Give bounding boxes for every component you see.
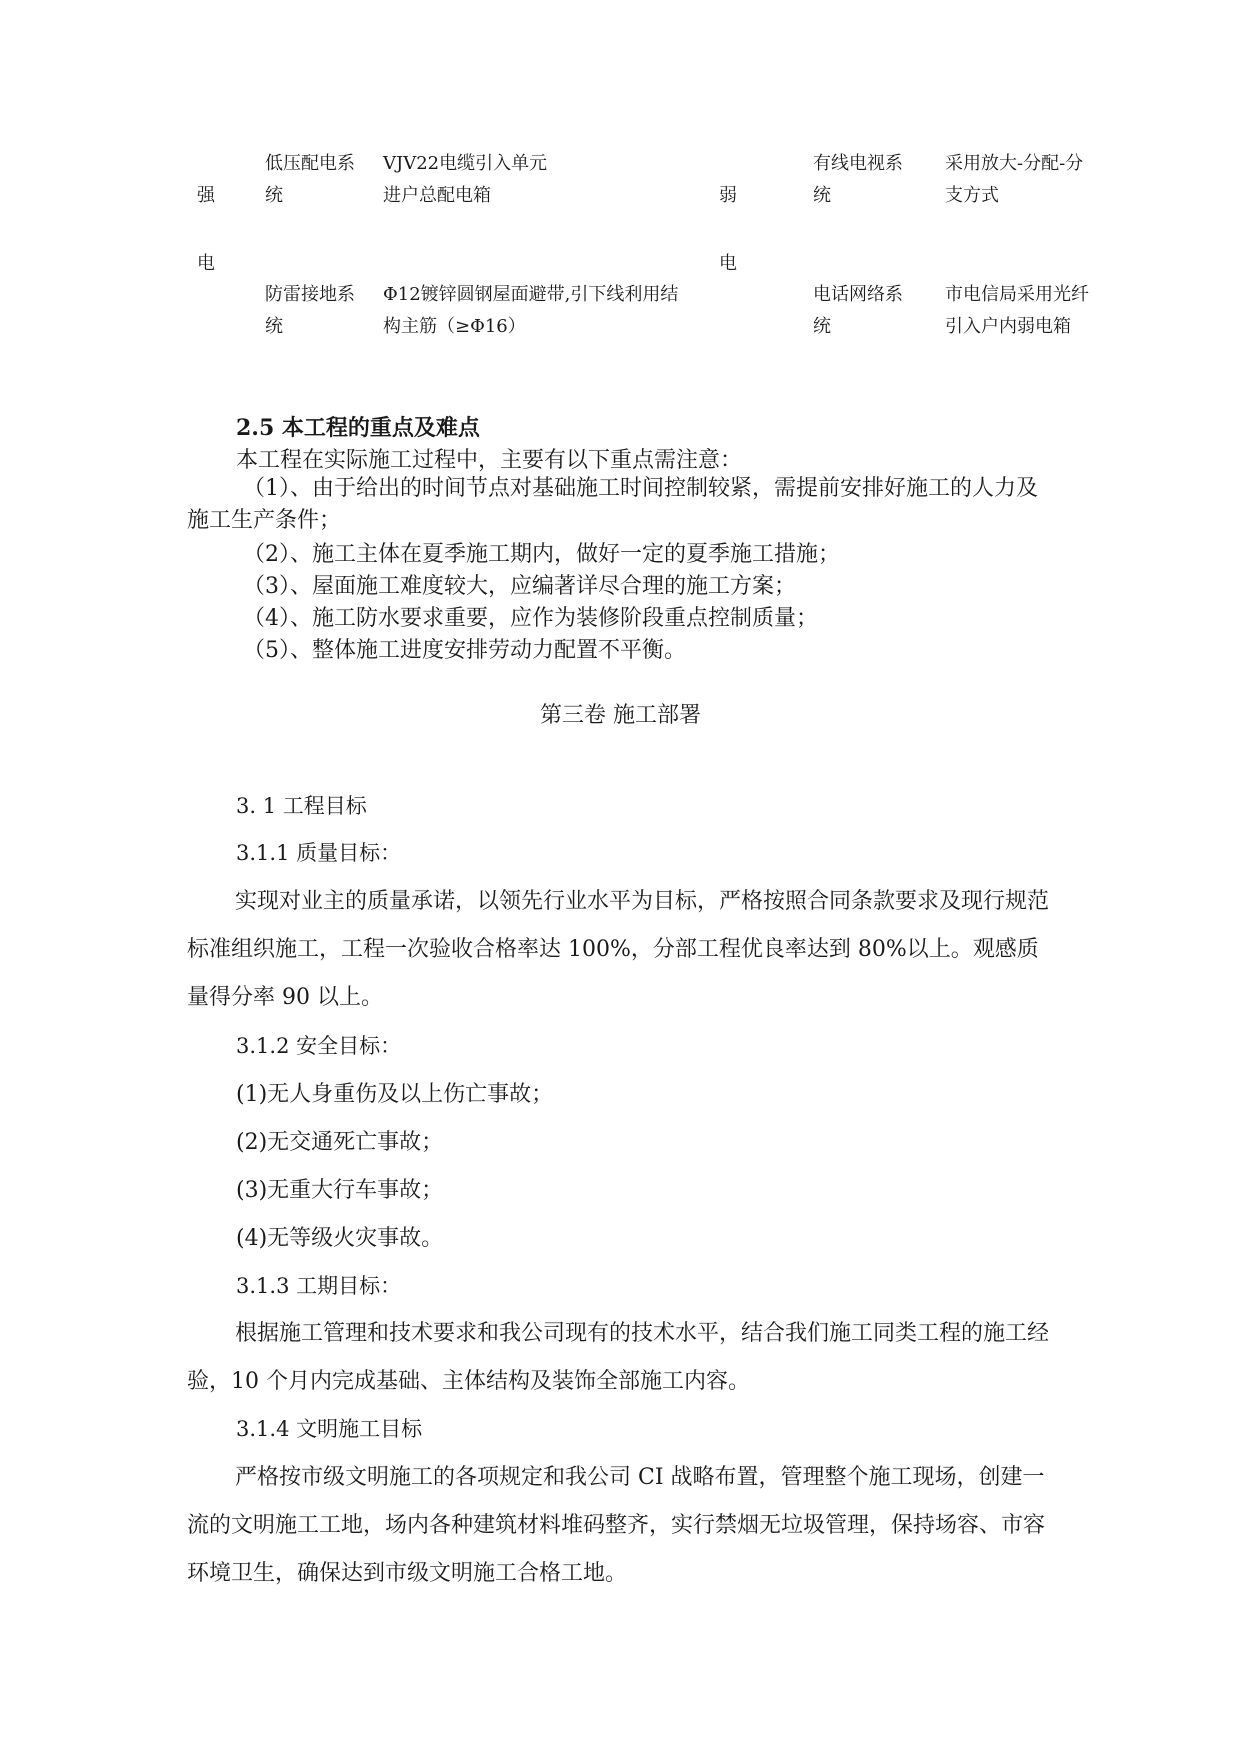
- table-cell: [383, 148, 547, 212]
- volume-title: 第三卷 施工部署: [540, 703, 701, 728]
- schedule-goal-title: 3.1.3 工期目标：: [236, 1274, 402, 1298]
- table-row: [265, 148, 355, 212]
- system-desc-low-voltage-cont: 进户总配电箱: [383, 185, 491, 206]
- safety-item-4: (4)无等级火灾事故。: [236, 1226, 444, 1251]
- strong-current-label-2: 电: [197, 253, 215, 274]
- system-desc-lightning: Φ12镀锌圆钢屋面避带,引下线利用结: [383, 284, 679, 305]
- system-name-lightning-cont: 统: [265, 316, 283, 337]
- key-point-item-3: （3）、屋面施工难度较大，应编著详尽合理的施工方案；: [243, 574, 796, 599]
- system-name-cable-tv: 有线电视系: [813, 153, 903, 174]
- key-point-item-5: （5）、整体施工进度安排劳动力配置不平衡。: [243, 638, 686, 663]
- table-row: [265, 279, 355, 343]
- system-desc-cable-tv: 采用放大-分配-分: [945, 153, 1084, 174]
- weak-current-label-2: 电: [719, 253, 737, 274]
- safety-item-3: (3)无重大行车事故；: [236, 1178, 444, 1203]
- section-2-5-title: 2.5 本工程的重点及难点: [236, 415, 480, 441]
- table-cell: [813, 148, 903, 212]
- system-name-telephone-cont: 统: [813, 316, 831, 337]
- system-name-cable-tv-cont: 统: [813, 185, 831, 206]
- key-point-item-1: （1）、由于给出的时间节点对基础施工时间控制较紧，需提前安排好施工的人力及施工生产条件；: [187, 476, 1038, 533]
- system-desc-cable-tv-cont: 支方式: [945, 185, 999, 206]
- key-point-item-4: （4）、施工防水要求重要，应作为装修阶段重点控制质量；: [243, 606, 818, 631]
- quality-goal-text: 实现对业主的质量承诺，以领先行业水平为目标，严格按照合同条款要求及现行规范标准组织施工，工程一次验收合格率达 100%，分部工程优良率达到 80%以上。观感质量得分率 90 以上。: [187, 889, 1050, 1010]
- key-point-item-2: （2）、施工主体在夏季施工期内，做好一定的夏季施工措施；: [243, 542, 840, 567]
- weak-current-label-1: 弱: [719, 185, 737, 206]
- schedule-goal-text: 根据施工管理和技术要求和我公司现有的技术水平，结合我们施工同类工程的施工经验，10 个月内完成基础、主体结构及装饰全部施工内容。: [187, 1321, 1050, 1394]
- table-cell: [383, 279, 678, 343]
- system-name-low-voltage: 低压配电系: [265, 153, 355, 174]
- system-desc-low-voltage: VJV22电缆引入单元: [383, 153, 548, 174]
- system-desc-telephone-cont: 引入户内弱电箱: [945, 316, 1071, 337]
- system-name-telephone: 电话网络系: [813, 284, 903, 305]
- safety-item-1: (1)无人身重伤及以上伤亡事故；: [236, 1082, 554, 1107]
- civil-goal-text: 严格按市级文明施工的各项规定和我公司 CI 战略布置，管理整个施工现场，创建一流的文明施工工地，场内各种建筑材料堆码整齐，实行禁烟无垃圾管理，保持场容、市容环境卫生，确保达到市级文明施工合格工地。: [187, 1465, 1046, 1586]
- quality-goal-title: 3.1.1 质量目标：: [236, 841, 402, 865]
- system-desc-lightning-cont: 构主筋（≥Φ16）: [383, 316, 526, 337]
- table-cell: [945, 279, 1089, 343]
- section-2-5-intro: 本工程在实际施工过程中，主要有以下重点需注意：: [236, 448, 743, 473]
- safety-item-2: (2)无交通死亡事故；: [236, 1130, 444, 1155]
- table-cell: [813, 279, 903, 343]
- civil-goal-title: 3.1.4 文明施工目标: [236, 1417, 423, 1441]
- safety-goal-title: 3.1.2 安全目标：: [236, 1034, 402, 1058]
- system-name-lightning: 防雷接地系: [265, 284, 355, 305]
- section-3-1-title: 3. 1 工程目标: [236, 794, 367, 818]
- table-cell: [945, 148, 1083, 212]
- system-desc-telephone: 市电信局采用光纤: [945, 284, 1089, 305]
- strong-current-label-1: 强: [197, 185, 215, 206]
- system-name-low-voltage-cont: 统: [265, 185, 283, 206]
